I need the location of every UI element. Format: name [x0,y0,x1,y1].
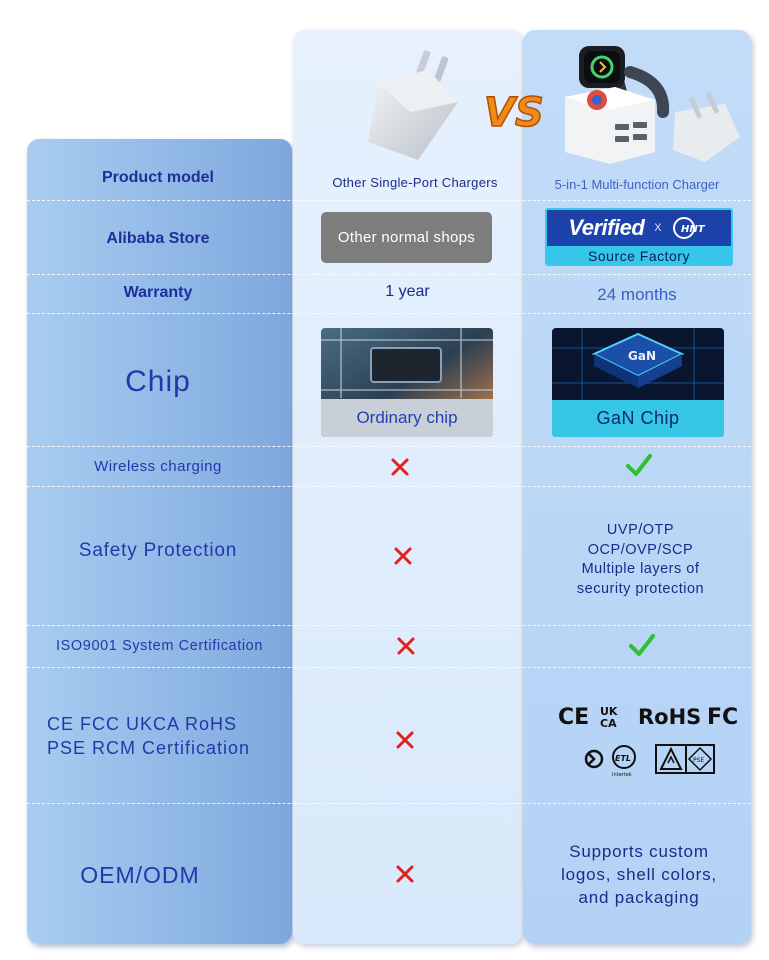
row-divider [27,313,751,314]
safety-line: OCP/OVP/SCP [587,541,694,558]
other-charger-name: Other Single-Port Chargers [332,174,498,190]
rohs-logo-icon: RoHS [638,705,702,729]
ukca-logo-icon: UK [600,705,618,718]
verified-separator: X [654,222,662,234]
svg-text:HNT: HNT [680,224,705,235]
oem-ours-details [523,838,755,910]
iso-other-cross [394,634,418,658]
certification-label [47,710,287,762]
rcm-logo-icon [656,745,686,773]
multi-function-charger-image [555,42,745,167]
gan-chip-image [552,328,724,437]
svg-text:CA: CA [600,717,617,730]
etl-logo-icon [612,746,635,778]
svg-text:ETL: ETL [615,754,632,763]
alibaba-store-label: Alibaba Store [106,230,210,247]
row-divider [27,486,751,487]
oem-line: Supports custom [569,841,709,861]
wireless-charging-label: Wireless charging [94,457,222,475]
safety-line: UVP/OTP [606,522,675,538]
oem-other-cross [393,862,417,886]
product-model-label: Product model [101,169,214,186]
safety-protection-label: Safety Protection [78,540,238,561]
certification-label-line: PSE RCM Certification [47,738,251,758]
chip-label: Chip [125,365,191,398]
ordinary-chip-label: Ordinary chip [321,399,493,437]
certification-label-line: CE FCC UKCA RoHS [47,714,238,734]
ce-logo-icon: CE [558,705,590,730]
oem-odm-label: OEM/ODM [80,861,200,888]
our-warranty-value: 24 months [597,285,677,304]
iso-ours-check [628,632,656,658]
other-shops-badge: Other normal shops [321,212,492,263]
row-divider [27,274,751,275]
certification-logos [552,695,747,780]
cert-other-cross [393,728,417,752]
wireless-other-cross [388,455,412,479]
check-icon [629,633,655,657]
ordinary-chip-image [321,328,493,437]
verified-logo: Verified [568,215,645,240]
single-port-charger-image [358,42,468,162]
cross-icon [389,456,411,478]
source-factory-label: Source Factory [547,246,731,266]
gan-chip-label: GaN Chip [552,400,724,437]
check-icon [626,453,652,477]
row-divider [27,667,751,668]
safety-line: security protection [576,580,705,597]
row-divider [27,803,751,804]
our-charger-name: 5-in-1 Multi-function Charger [554,176,720,192]
other-warranty-value: 1 year [385,283,430,300]
cross-icon [395,635,417,657]
safety-other-cross [391,544,415,568]
row-divider [27,625,751,626]
kc-logo-icon [586,751,602,767]
warranty-label: Warranty [123,284,193,301]
hnt-logo-icon [672,216,710,240]
fcc-logo-icon: FC [707,705,739,730]
svg-text:Intertek: Intertek [612,772,632,778]
cross-icon [392,545,414,567]
oem-line: logos, shell colors, [561,864,717,884]
vs-badge [480,80,546,140]
svg-text:VS: VS [484,90,544,136]
cross-icon [394,729,416,751]
cross-icon [394,863,416,885]
wireless-ours-check [625,452,653,478]
verified-source-factory-badge [545,208,733,266]
svg-text:GaN: GaN [628,349,656,363]
iso9001-label: ISO9001 System Certification [56,638,263,654]
svg-text:PSE: PSE [693,757,705,764]
oem-line: and packaging [578,887,700,907]
safety-ours-details [523,518,758,602]
row-divider [27,446,751,447]
pse-logo-icon [686,745,714,773]
row-divider [27,200,751,201]
safety-line: Multiple layers of [581,561,700,577]
